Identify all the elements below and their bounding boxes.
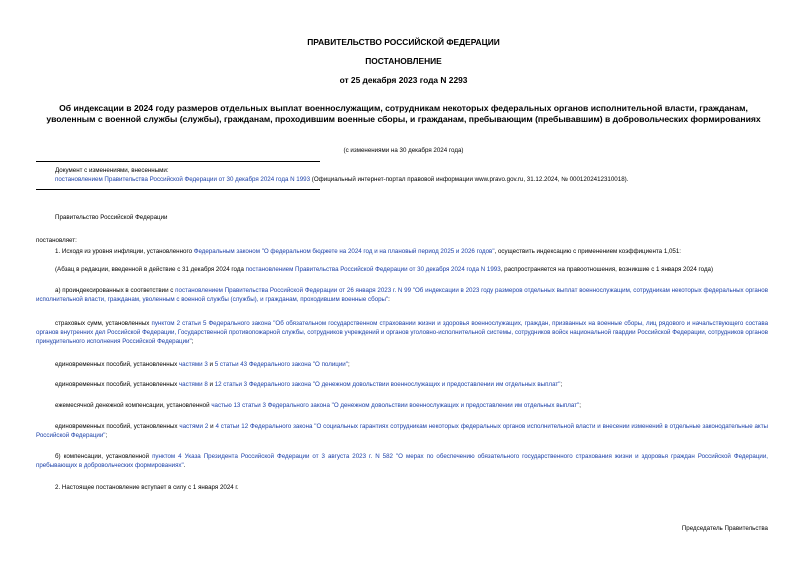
- doc-type-heading: ПОСТАНОВЛЕНИЕ: [365, 56, 442, 66]
- amend-label: Документ с изменениями, внесенными:: [55, 167, 169, 174]
- i3-text-m: и: [207, 381, 215, 388]
- pay-law-part13-link[interactable]: частью 13 статьи 3 Федерального закона "О денежном довольствии военнослужащих и предоставлении им отдельных выплат": [211, 402, 580, 409]
- pa-text-b: :: [388, 296, 390, 303]
- guarantees-law-article12-link[interactable]: 4 статьи 12 Федерального закона "О социальных гарантиях сотрудникам некоторых федеральных органов исполнительной власти и внесении изменений в отдельные законодательные акты Российской Федерации": [36, 423, 768, 439]
- pb-text-b: .: [183, 462, 186, 469]
- guarantees-law-part2-link[interactable]: частями 2: [179, 423, 209, 430]
- i2-text-b: ;: [347, 361, 350, 368]
- amend-link[interactable]: постановлением Правительства Российской Федерации от 30 декабря 2024 года N 1993: [55, 176, 311, 183]
- i5-text-a: единовременных пособий, установленных: [55, 423, 180, 430]
- p1-note-a: (Абзац в редакции, введенной в действие с 31 декабря 2024 года: [55, 266, 246, 273]
- pb-text-a: б) компенсации, установленной: [55, 453, 153, 460]
- amend-rule-top: [36, 161, 320, 162]
- i4-text-b: ;: [579, 402, 581, 409]
- i2-text-m: и: [207, 361, 215, 368]
- signature-position: Председатель Правительства: [681, 525, 768, 532]
- i2-text-a: единовременных пособий, установленных: [55, 361, 179, 368]
- i4-text-a: ежемесячной денежной компенсации, установленной: [55, 402, 212, 409]
- subparagraph-b: [36, 452, 768, 470]
- pay-law-part8-link[interactable]: частями 8: [178, 381, 208, 388]
- p1-note-b: , распространяется на правоотношения, возникшие с 1 января 2024 года): [500, 266, 714, 273]
- doc-date-heading: от 25 декабря 2023 года N 2293: [339, 75, 468, 85]
- item-military-allowances: [36, 380, 768, 389]
- police-law-part3-link[interactable]: частями 3: [178, 361, 208, 368]
- paragraph-1: [36, 247, 768, 256]
- doc-title: Об индексации в 2024 году размеров отдельных выплат военнослужащим, сотрудникам некоторых федеральных органов исполнительной власти, гражданам, уволенным с военной службы (службы), гражданам, проходившим военные сборы, и гражданам, пребывающим (пребывавшим) в добровольческих формированиях: [46, 103, 761, 124]
- i5-text-m: и: [208, 423, 216, 430]
- item-monthly-compensation: [36, 401, 768, 410]
- i3-text-b: ;: [560, 381, 563, 388]
- amend-rule-bottom: [36, 189, 320, 190]
- i1-text-b: ;: [191, 338, 194, 345]
- presidential-decree-link[interactable]: пунктом 4 Указа Президента Российской Федерации от 3 августа 2023 г. N 582 "О мерах по обеспечению обязательного государственного страхования жизни и здоровья граждан Российской Федерации, пребывающих в добровольческих формированиях": [36, 453, 768, 469]
- i5-text-b: ;: [105, 432, 108, 439]
- decree-99-link[interactable]: постановлением Правительства Российской Федерации от 26 января 2023 г. N 99 "Об индексации в 2023 году размеров отдельных выплат военнослужащим, сотрудникам некоторых федеральных органов исполнительной власти, гражданам, уволенным с военной службы (службы), и гражданам, проходившим военные сборы": [36, 287, 768, 303]
- police-law-article43-link[interactable]: 5 статьи 43 Федерального закона "О полиции": [214, 361, 348, 368]
- decrees: постановляет:: [36, 237, 77, 244]
- p1-text-a: 1. Исходя из уровня инфляции, установленного: [55, 248, 194, 255]
- amend-tail: (Официальный интернет-портал правовой информации www.pravo.gov.ru, 31.12.2024, № 0001202412310018).: [310, 176, 629, 183]
- subparagraph-a: [36, 286, 768, 304]
- pay-law-article3-link[interactable]: 12 статьи 3 Федерального закона "О денежном довольствии военнослужащих и предоставлении им отдельных выплат": [214, 381, 561, 388]
- paragraph-1-note: [36, 265, 768, 274]
- government-heading: ПРАВИТЕЛЬСТВО РОССИЙСКОЙ ФЕДЕРАЦИИ: [307, 37, 500, 47]
- pa-text-a: а) проиндексированных в соответствии с: [55, 287, 176, 294]
- item-police-allowances: [36, 360, 768, 369]
- paragraph-2: 2. Настоящее постановление вступает в силу с 1 января 2024 г.: [55, 484, 239, 491]
- budget-law-link[interactable]: Федеральным законом "О федеральном бюджете на 2024 год и на плановый период 2025 и 2026 годов": [193, 248, 495, 255]
- amend-line: [55, 175, 768, 184]
- issuer: Правительство Российской Федерации: [55, 214, 168, 221]
- item-insurance-sums: [36, 319, 768, 346]
- i3-text-a: единовременных пособий, установленных: [55, 381, 179, 388]
- changes-note: (с изменениями на 30 декабря 2024 года): [343, 147, 464, 154]
- p1-note-link[interactable]: постановлением Правительства Российской Федерации от 30 декабря 2024 года N 1993: [245, 266, 501, 273]
- i1-text-a: страховых сумм, установленных: [55, 320, 152, 327]
- insurance-law-link[interactable]: пунктом 2 статьи 5 Федерального закона "Об обязательном государственном страховании жизни и здоровья военнослужащих, граждан, призванных на военные сборы, лиц рядового и начальствующего состава органов внутренних дел Российской Федерации, Государственной противопожарной службы, сотрудников учреждений и органов уголовно-исполнительной системы, сотрудников войск национальной гвардии Российской Федерации, сотрудников органов принудительного исполнения Российской Федерации": [36, 320, 769, 345]
- item-social-guarantees: [36, 422, 768, 440]
- p1-text-b: , осуществить индексацию с применением коэффициента 1,051:: [494, 248, 682, 255]
